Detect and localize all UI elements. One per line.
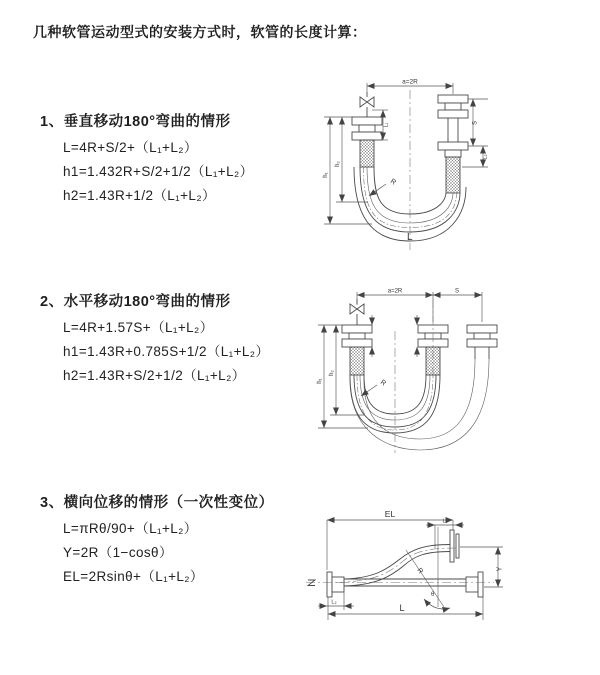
left-flange — [352, 117, 382, 140]
dim-label-l1: L₁ — [383, 122, 390, 128]
dimension-s — [433, 289, 482, 296]
diagram-lateral-displacement — [298, 500, 600, 655]
formula-line: EL=2Rsinθ+（L₁+L₂） — [63, 569, 204, 584]
dimension-l2 — [318, 592, 354, 610]
section-1 — [40, 112, 254, 208]
formula-line: Y=2R（1−cosθ） — [63, 545, 173, 560]
formula-line: L=πRθ/90+（L₁+L₂） — [63, 521, 198, 536]
left-flange — [327, 572, 344, 597]
dim-label-h1: h₁ — [317, 378, 323, 384]
section-2-heading: 2、水平移动180°弯曲的情形 — [40, 294, 231, 310]
upper-flange — [450, 530, 459, 562]
hose-s-curve — [336, 545, 458, 587]
braided-section-right — [446, 157, 460, 193]
dim-label-a2r: a=2R — [402, 78, 418, 86]
dim-label-el: EL — [384, 509, 396, 519]
diagram-vertical-180-bend — [310, 72, 600, 267]
valve-icon — [350, 299, 364, 325]
dimension-s — [468, 99, 488, 146]
formula-line: L=4R+1.57S+（L₁+L₂） — [63, 320, 214, 335]
dim-label-l2: L₂ — [331, 599, 337, 606]
dim-label-h2: h₂ — [329, 370, 335, 376]
radius-label: R — [415, 566, 425, 576]
radius-label: R — [388, 177, 398, 187]
radius-label: R — [378, 378, 388, 388]
diagram-horizontal-180-bend — [308, 283, 600, 463]
dim-label-s: S — [454, 288, 460, 295]
left-flange — [342, 325, 372, 347]
section-3 — [40, 493, 274, 589]
right-flange — [466, 572, 483, 597]
dim-label-l2: L₂ — [482, 154, 489, 160]
dimension-el — [327, 509, 453, 570]
dim-label-y: Y — [496, 566, 504, 572]
formula-line: h1=1.432R+S/2+1/2（L₁+L₂） — [63, 164, 254, 179]
shifted-flange — [467, 325, 497, 347]
formula-line: h2=1.43R+S/2+1/2（L₁+L₂） — [63, 368, 246, 383]
section-2 — [40, 292, 269, 388]
section-3-heading: 3、横向位移的情形（一次性变位） — [40, 495, 274, 511]
formula-line: L=4R+S/2+（L₁+L₂） — [63, 140, 198, 155]
braided-section-left — [360, 140, 374, 167]
dim-label-a2r: a=2R — [387, 288, 403, 295]
valve-icon — [360, 92, 374, 117]
radius-callout — [369, 178, 397, 196]
dim-label-l: L — [399, 603, 405, 613]
dim-label-h1: h₁ — [323, 172, 329, 178]
right-flange-bottom — [438, 142, 468, 157]
right-flange-top — [438, 95, 468, 118]
dim-label-l1: L₁ — [442, 518, 448, 525]
dimension-a2r — [357, 289, 482, 323]
page-title: 几种软管运动型式的安装方式时，软管的长度计算： — [33, 24, 367, 40]
dim-label-s: S — [472, 120, 479, 126]
dimension-l — [328, 597, 483, 620]
length-label: L — [407, 232, 413, 243]
fitting-dim-marks — [372, 315, 417, 357]
formula-line: h1=1.43R+0.785S+1/2（L₁+L₂） — [63, 344, 270, 359]
dim-label-h2: h₂ — [335, 161, 341, 167]
formula-line: h2=1.43R+1/2（L₁+L₂） — [63, 188, 216, 203]
braided-section-left — [350, 347, 364, 375]
section-1-heading: 1、垂直移动180°弯曲的情形 — [40, 114, 231, 130]
angle-label: θ — [431, 592, 435, 598]
